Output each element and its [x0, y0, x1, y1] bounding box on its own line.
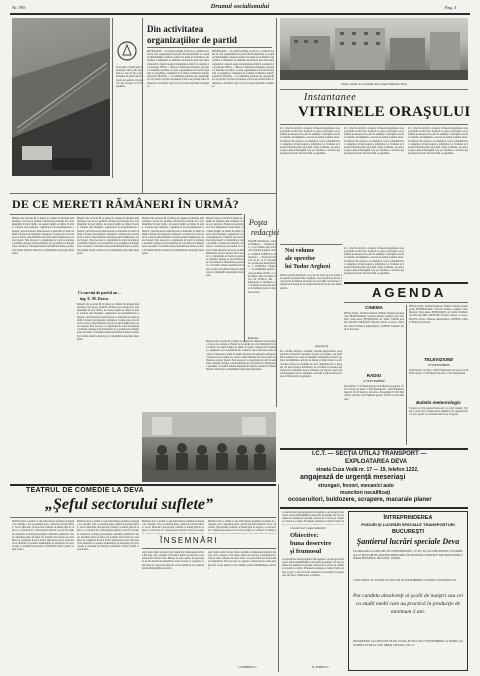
de-ce-body-col2a: Minerii din sectorul III al minei au obţinut în ultimele luni rezultate care nu pot satisface. Planul de producţie nu a fost îndeplinit în mod ritmic, iar unele brigăzi au rămas în urmă. Cauzele sunt multiple: organizarea necorespunzătoare a muncii, aprovizionarea defectuoasă cu materiale şi lemn de mină, folosirea incompletă a utilajelor. Conducerea sectorului nu a luat la timp măsurile necesare pentru înlăturarea acestor lipsuri. Este necesar ca organizaţia de bază să analizeze temeinic situaţia şi să mobilizeze pe toţi minerii la îndeplinirea sarcinilor. Totodată trebuie intensificată munca politică în rândul tinerilor muncitori şi răspândită experienţa fruntaşilor. — [77, 217, 139, 255]
noi-volume-title-1: Noi volume — [285, 248, 315, 254]
vitrinele-body-cont: Pe o stradă centrală a oraşului, vitrinele magazinelor atrag privirile trecătorilor. Aranjate cu gust şi pricepere, ele prezintă produsele noi sosite în unităţile comerţului socialist: ţesături, încălţăminte, articole de menaj şi multe altele. Lucrătorii din comerţ s-au străduit să ofere cumpărătorilor o imagine cât mai bogată a mărfurilor, iar vitrinele au devenit adevărate mici expoziţii. Seara, luminate, ele dau un aspect plăcut întregului oraş şi constituie o dovadă a grijii pentru servirea cât mai bună a populaţiei. — [344, 247, 404, 276]
train-landscape-photo — [12, 18, 110, 176]
concurs-title-2: buna deservire — [290, 540, 332, 547]
rule — [280, 244, 342, 245]
concurs-kicker: Concursul cooperativelor — [290, 526, 327, 530]
tv-date: 18 SEPTEMBRIE — [427, 363, 450, 367]
radio-body: Programul I: 7.00 Radiojurnal; 8.00 Muzică populară; 10.00 Concert de prânz; 13.00 Radiojurnal; 16.00 Emisiune literară; 18.30 Teatru la microfon. Programul II: 9.00 Melodii de estradă; 14.30 Muzică uşoară; 20.00 Concert simfonic. — [344, 385, 404, 401]
ad-body4: ÎNSCRIERILE LA CONCURS SE FAC PÂNĂ ÎN ZIUA DE 25 SEPTEMBRIE LA SEDIUL ŞANTIERULUI DEVA, STR. MIHAI VITEAZU NR. 12. — [353, 640, 463, 647]
insemnari-title: ÎNSEMNĂRI — [160, 536, 218, 545]
concurs-body: Cooperativele meşteşugăreşti din regiune s-au angajat în întrecere pentru îmbunătăţirea deservirii populaţiei. Au fost deschise noi unităţi de reparaţii, ateliere de croitorie şi cizmărie, frizerii şi coafuri. Produsele realizate se remarcă prin calitate şi gust. Cele mai bune rezultate le-au obţinut cooperativele din Deva, Hunedoara şi Orăştie. — [282, 558, 344, 577]
de-ce-body-col1: Minerii din sectorul III al minei au obţinut în ultimele luni rezultate care nu pot satisface. Planul de producţie nu a fost îndeplinit în mod ritmic, iar unele brigăzi au rămas în urmă. Cauzele sunt multiple: organizarea necorespunzătoare a muncii, aprovizionarea defectuoasă cu materiale şi lemn de mină, folosirea incompletă a utilajelor. Conducerea sectorului nu a luat la timp măsurile necesare pentru înlăturarea acestor lipsuri. Este necesar ca organizaţia de bază să analizeze temeinic situaţia şi să mobilizeze pe toţi minerii la îndeplinirea sarcinilor. Totodată trebuie intensificată munca politică în rândul tinerilor muncitori şi răspândită experienţa fruntaşilor. — [12, 217, 74, 255]
agenda-rule — [344, 282, 468, 284]
teatrul-kicker: TEATRUL DE COMEDIE LA DEVA — [26, 487, 144, 494]
vitrinele-title: VITRINELE ORAŞULUI — [298, 104, 471, 120]
concurs-byline: N. POPESCU — [312, 665, 329, 669]
ict-line7: ocoseruitori, buldozere, scrapere, macarale planer — [288, 497, 432, 503]
cinema-body-cont: DEVA: Patria: Ultimul mohican; Filmul: Femeia necunoscută. HUNEDOARA: Victoria: Printre colinele verzi; Modern: Valea mare. PETROŞANI: Al. Sahia: Ultimul tren din Gun Hill. ORĂŞTIE: Flacăra: Moara cu noroc. HAŢEG: Dacia: Pădurea spânzuraţilor. LUPENI: Cultural: Hoţii de biciclete. — [409, 305, 468, 324]
ad-rule — [280, 448, 468, 450]
posta-title-1: Poşta — [249, 218, 268, 227]
column-rule — [244, 214, 245, 342]
rule — [147, 47, 272, 48]
noi-volume-source: (Agerpres) — [315, 344, 328, 348]
posta-title-2: redacţiei — [251, 228, 280, 237]
teatrul-body-col2: Publicul deva a primit cu deosebit interes premiera teatrului de comedie, care a prezentat piesa „Şeful sectorului suflete” de Al. Mirodan. Spectacolul, realizat cu multă grijă de regizor, s-a bucurat de o interpretare unitară. Actorii au reuşit să contureze cu fineţe personajele comediei, punând în valoare situaţiile pline de umor ale textului. Decorurile şi costumele au completat în mod fericit atmosfera piesei. Spectatorii au răsplătit cu aplauze îndelungate pe interpreţi, iar spectacolul a constituit un adevărat eveniment artistic pentru oraşul nostru. — [77, 520, 139, 552]
rule — [344, 302, 468, 303]
ad-rule — [280, 507, 468, 509]
buildings-photo-caption: Noul cartier de locuinţe din oraşul Simeria-Triaj — [341, 82, 407, 86]
noi-volume-title-3: lui Tudor Arghezi — [285, 264, 331, 270]
tv-body: 18.00 Pentru cei mici; 19.00 Telejurnalul de seară; 19.30 Film artistic; 21.00 Muzică uşoară; 21.30 Telejurnalul. — [409, 369, 468, 376]
insemnari-body-col2: Am vizitat zilele trecute câteva unităţi de alimentaţie publică din oraş. Am constatat că în unele dintre ele servirea consumatorilor lasă de dorit. Mesele nu sunt curate, iar personalul nu dă dovadă de amabilitate. Este necesar ca organele comerciale să controleze mai des aceste unităţi şi să ia măsuri pentru îmbunătăţirea servirii. — [208, 551, 276, 570]
ad-body2: CONCURSUL SE VA ŢINE ÎN ZIUA DE 28 SEPTEMBRIE LA SEDIUL ŞANTIERULUI. — [353, 579, 457, 582]
ict-line2: EXPLOATAREA DEVA — [345, 459, 408, 465]
activitatea-body-col1: PETROŞANI — În cadrul şedinţei de birou s-a analizat modul în care organizaţiile de partid din întreprinderi se ocupă de îmbunătăţirea muncii politice de masă şi de întărirea disciplinei. Comuniştii au subliniat necesitatea unei mai bune organizări a muncii pentru îndeplinirea ritmică a planului de producţie. DEVA — Biroul comitetului orăşenesc de partid a dezbătut sarcinile ce revin organizaţiilor de bază în legătură cu pregătirea campaniei de toamnă şi întărirea muncii educative. HAŢEG — La adunările generale ale organizaţiilor de partid s-au făcut propuneri valoroase privind buna desfăşurare a lucrărilor agricole şi folosirea raţională a utilajelor. — [147, 50, 209, 88]
ict-line6: muncitori necalificaţi — [340, 490, 391, 496]
activitatea-title-2: organizaţiilor de partid — [147, 35, 237, 45]
cinema-body: DEVA: Patria: Ultimul mohican; Filmul: Femeia necunoscută. HUNEDOARA: Victoria: Printre colinele verzi; Modern: Valea mare. PETROŞANI: Al. Sahia: Ultimul tren din Gun Hill. ORĂŞTIE: Flacăra: Moara cu noroc. HAŢEG: Dacia: Pădurea spânzuraţilor. LUPENI: Cultural: Hoţii de biciclete. — [344, 312, 404, 331]
page-number: Pag. 3 — [445, 5, 457, 10]
column-rule — [278, 484, 279, 672]
rule — [142, 548, 276, 549]
column-rule — [112, 18, 113, 178]
concurs-title-3: şi frumosul — [290, 548, 322, 555]
sidebar-note-text: În această coloană sunt prezentate câteva din sarcinile ce stau în faţa organizaţiilor de partid în perioada de toamnă şi modul în care acestea vor fi îndeplinite. — [116, 66, 142, 88]
rule — [280, 89, 468, 90]
ad-head1: ÎNTREPRINDEREA — [383, 515, 433, 521]
de-ce-body-col3: Minerii din sectorul III al minei au obţinut în ultimele luni rezultate care nu pot satisface. Planul de producţie nu a fost îndeplinit în mod ritmic, iar unele brigăzi au rămas în urmă. Cauzele sunt multiple: organizarea necorespunzătoare a muncii, aprovizionarea defectuoasă cu materiale şi lemn de mină, folosirea incompletă a utilajelor. Conducerea sectorului nu a luat la timp măsurile necesare pentru înlăturarea acestor lipsuri. Este necesar ca organizaţia de bază să analizeze temeinic situaţia şi să mobilizeze pe toţi minerii la îndeplinirea sarcinilor. Totodată trebuie intensificată munca politică în rândul tinerilor muncitori şi răspândită experienţa fruntaşilor. — [142, 217, 204, 255]
weather-body: Vremea va fi în general frumoasă, cu cerul variabil. Vântul va sufla slab. Temperatura minimă va fi cuprinsă între 5 şi 15 grade, iar maxima între 18 şi 28 grade. — [409, 407, 468, 417]
de-ce-subhead: Ce sarcini de partid au ... — [78, 290, 122, 295]
noi-volume-title-2: ale operelor — [285, 256, 316, 262]
new-buildings-photo — [280, 18, 468, 80]
noi-volume-body: Editura pentru literatură a scos de sub tipar un nou volum din operele poetului Tudor Arghezi, care cuprinde poezii şi proză scrise în diferite perioade ale activităţii sale literare. Volumul este însoţit de un studiu introductiv şi de note bibliografice. — [280, 274, 342, 290]
rule — [10, 214, 242, 215]
rule — [280, 124, 468, 125]
ad-head3: BUCUREŞTI — [391, 529, 425, 535]
masthead-rule — [10, 13, 470, 15]
posta-body: NAGHI ROZALIA, comuna Brănişca — Sesizarea dv. a fost trimisă spre rezolvare sfatului popular raional. VASILE POPESCU, Hunedoara — Problema ridicată de dv. va fi cercetată de conducerea întreprinderii. I. CIONTEA, Orăştie — Vă mulţumim pentru corespondenţa trimisă; o vom publica într-un număr viitor. M. STOICA, Ilia — Răspunsul la întrebarea dv. îl găsiţi în articolul apărut în numărul trecut al ziarului nostru. — [248, 240, 276, 294]
vitrinele-kicker: Instantanee — [304, 92, 357, 103]
posta-signoff: Redacţia — [248, 336, 259, 340]
party-emblem-icon — [116, 40, 138, 62]
teatrul-body-col1: Publicul deva a primit cu deosebit interes premiera teatrului de comedie, care a prezentat piesa „Şeful sectorului suflete” de Al. Mirodan. Spectacolul, realizat cu multă grijă de regizor, s-a bucurat de o interpretare unitară. Actorii au reuşit să contureze cu fineţe personajele comediei, punând în valoare situaţiile pline de umor ale textului. Decorurile şi costumele au completat în mod fericit atmosfera piesei. Spectatorii au răsplătit cu aplauze îndelungate pe interpreţi, iar spectacolul a constituit un adevărat eveniment artistic pentru oraşul nostru. — [12, 520, 74, 552]
rule — [10, 484, 276, 486]
concurs-title-1: Obiective: — [290, 532, 319, 539]
rule — [10, 517, 276, 518]
cinema-head: CINEMA — [365, 305, 383, 310]
insemnari-byline: I. DOBRESCU — [238, 665, 257, 669]
issue-number: Nr. 595 — [12, 5, 26, 10]
noi-volume-body-cont: Pe o stradă centrală a oraşului, vitrinele magazinelor atrag privirile trecătorilor. Aranjate cu gust şi pricepere, ele prezintă produsele noi sosite în unităţile comerţului socialist: ţesături, încălţăminte, articole de menaj şi multe altele. Lucrătorii din comerţ s-au străduit să ofere cumpărătorilor o imagine cât mai bogată a mărfurilor, iar vitrinele au devenit adevărate mici expoziţii. Seara, luminate, ele dau un aspect plăcut întregului oraş şi constituie o dovadă a grijii pentru servirea cât mai bună a populaţiei. — [280, 350, 342, 379]
teatrul-body-col4: Publicul deva a primit cu deosebit interes premiera teatrului de comedie, care a prezentat piesa „Şeful sectorului suflete” de Al. Mirodan. Spectacolul, realizat cu multă grijă de regizor, s-a bucurat de o interpretare unitară. Actorii au reuşit să contureze cu fineţe p — [208, 520, 276, 533]
ad-title: Şantierul lucrări speciale Deva — [356, 537, 460, 546]
de-ce-body-col5: Minerii din sectorul III al minei au obţinut în ultimele luni rezultate care nu pot satisface. Planul de producţie nu a fost îndeplinit în mod ritmic, iar unele brigăzi au rămas în urmă. Cauzele sunt multiple: organizarea necorespunzătoare a muncii, aprovizionarea defectuoasă cu materiale şi lemn de mină, folosirea incompletă a utilajelor. Conducerea sectorului nu a luat la timp măsurile necesare pentru înlăturarea acestor lipsuri. Este necesar ca organizaţia de bază să analizeze temeinic situaţia şi să mobilizeze pe toţi minerii la îndeplinirea sarcinilor. Totodată trebuie intensificată munca politică în rândul tinerilor muncitori şi răspândită experienţa fruntaşilor. — [206, 340, 276, 372]
newspaper-title: Drumul socialismului — [210, 3, 270, 10]
teatrul-body-col3: Publicul deva a primit cu deosebit interes premiera teatrului de comedie, care a prezentat piesa „Şeful sectorului suflete” de Al. Mirodan. Spectacolul, realizat cu multă grijă de regizor, s-a bucurat de o interpretare unitară. Actorii au reuşit — [142, 520, 204, 533]
column-rule — [406, 305, 407, 445]
de-ce-byline: ing. E. M. Dorca — [80, 296, 109, 301]
vitrinele-body-col3: Pe o stradă centrală a oraşului, vitrinele magazinelor atrag privirile trecătorilor. Aranjate cu gust şi pricepere, ele prezintă produsele noi sosite în unităţile comerţului socialist: ţesături, încălţăminte, articole de menaj şi multe altele. Lucrătorii din comerţ s-au străduit să ofere cumpărătorilor o imagine cât mai bogată a mărfurilor, iar vitrinele au devenit adevărate mici expoziţii. Seara, luminate, ele dau un aspect plăcut întregului oraş şi constituie o dovadă a grijii pentru servirea cât mai bună a populaţiei. — [408, 127, 468, 156]
vitrinele-body-col1: Pe o stradă centrală a oraşului, vitrinele magazinelor atrag privirile trecătorilor. Aranjate cu gust şi pricepere, ele prezintă produsele noi sosite în unităţile comerţului socialist: ţesături, încălţăminte, articole de menaj şi multe altele. Lucrătorii din comerţ s-au străduit să ofere cumpărătorilor o imagine cât mai bogată a mărfurilor, iar vitrinele au devenit adevărate mici expoziţii. Seara, luminate, ele dau un aspect plăcut întregului oraş şi constituie o dovadă a grijii pentru servirea cât mai bună a populaţiei. — [280, 127, 340, 156]
de-ce-body-col2b: Minerii din sectorul III al minei au obţinut în ultimele luni rezultate care nu pot satisface. Planul de producţie nu a fost îndeplinit în mod ritmic, iar unele brigăzi au rămas în urmă. Cauzele sunt multiple: organizarea necorespunzătoare a muncii, aprovizionarea defectuoasă cu materiale şi lemn de mină, folosirea incompletă a utilajelor. Conducerea sectorului nu a luat la timp măsurile necesare pentru înlăturarea acestor lipsuri. Este necesar ca organizaţia de bază să analizeze temeinic situaţia şi să mobilizeze pe toţi minerii la îndeplinirea sarcinilor. Totodată trebuie intensificată munca politică în rândul tinerilor muncitori şi răspândită experienţa fruntaşilor. — [77, 303, 139, 341]
radio-date: 18 SEPTEMBRIE — [362, 379, 386, 383]
meeting-photo — [142, 412, 276, 482]
rule — [10, 193, 276, 194]
weather-head: Buletin meteorologic — [416, 400, 461, 405]
de-ce-title: DE CE MERETI RĂMÂNERI ÎN URMĂ? — [12, 197, 240, 211]
teatrul-title: „Şeful sectorului suflete” — [45, 496, 214, 513]
de-ce-body-col4: Minerii din sectorul III al minei au obţinut în ultimele luni rezultate care nu pot satisface. Planul de producţie nu a fost îndeplinit în mod ritmic, iar unele brigăzi au rămas în urmă. Cauzele sunt multiple: organizarea necorespunzătoare a muncii, aprovizionarea defectuoasă cu materiale şi lemn de mină, folosirea incompletă a utilajelor. Conducerea sectorului nu a luat la timp măsurile necesare pentru înlăturarea acestor lipsuri. Este necesar ca organizaţia de bază să analizeze temeinic situaţia şi să mobilizeze pe toţi minerii la îndeplinirea sarcinilor. Totodată trebuie intensificată munca politică în rândul tinerilor muncitori şi răspândită experienţa fruntaşilor. — [206, 217, 244, 277]
activitatea-title-1: Din activitatea — [147, 24, 204, 34]
ict-line5: strungari, frezori, mecanici auto — [318, 483, 394, 489]
insemnari-body-col1: Am vizitat zilele trecute câteva unităţi de alimentaţie publică din oraş. Am constatat că în unele dintre ele servirea consumatorilor lasă de dorit. Mesele nu sunt curate, iar personalul nu dă dovadă de amabilitate. Este necesar ca organele comerciale să controleze mai des aceste unităţi şi să ia măsuri pentru îmbunătăţirea servirii. — [142, 551, 204, 570]
agenda-title: AGENDA — [372, 285, 447, 300]
tv-head: TELEVIZIUNE — [423, 357, 454, 362]
activitatea-body-col2: PETROŞANI — În cadrul şedinţei de birou s-a analizat modul în care organizaţiile de partid din întreprinderi se ocupă de îmbunătăţirea muncii politice de masă şi de întărirea disciplinei. Comuniştii au subliniat necesitatea unei mai bune organizări a muncii pentru îndeplinirea ritmică a planului de producţie. DEVA — Biroul comitetului orăşenesc de partid a dezbătut sarcinile ce revin organizaţiilor de bază în legătură cu pregătirea campaniei de toamnă şi întărirea muncii educative. HAŢEG — La adunările generale ale organizaţiilor de partid s-au făcut propuneri valoroase privind buna desfăşurare a lucrărilor agricole şi folosirea raţională a utilajelor. — [212, 50, 274, 88]
ict-line3: strada Cuza Vodă nr. 17 — 19, telefon 1222, — [316, 467, 419, 473]
ict-line4: angajează de urgenţă meseriaşi — [300, 474, 406, 481]
ict-line1: I.C.T. — SECŢIA UTILAJ TRANSPORT — — [312, 451, 427, 457]
radio-head: RADIO — [366, 373, 382, 378]
ad-body3: Pot candida absolvenţi ai şcolii de maiştri sau cei cu studii medii care au practică în producţie de minimum 3 ani. — [353, 593, 463, 615]
column-rule — [276, 127, 277, 407]
vitrinele-body-col2: Pe o stradă centrală a oraşului, vitrinele magazinelor atrag privirile trecătorilor. Aranjate cu gust şi pricepere, ele prezintă produsele noi sosite în unităţile comerţului socialist: ţesături, încălţăminte, articole de menaj şi multe altele. Lucrătorii din comerţ s-au străduit să ofere cumpărătorilor o imagine cât mai bogată a mărfurilor, iar vitrinele au devenit adevărate mici expoziţii. Seara, luminate, ele dau un aspect plăcut întregului oraş şi constituie o dovadă a grijii pentru servirea cât mai bună a populaţiei. — [344, 127, 404, 156]
ad-body1: VA ORGANIZA CONCURS ÎN CONFORMITATE CU H.C.M. 914/1968 PENTRU OCUPAREA A 10 POSTURI DE MAIŞTRI PRINCIPALI ÎN MESERIA CONSTRUCTOR MONTATOR, FIERAR BETONIST, MECANIC, ŞOFER. — [353, 550, 463, 561]
column-rule — [142, 18, 143, 193]
ad-head2: PODURI ŞI LUCRĂRI SPECIALE TRANSPORTURI — [361, 522, 455, 527]
concurs-intro: Cooperativele meşteşugăreşti din regiune s-au angajat în întrecere pentru îmbunătăţirea deservirii populaţiei. Au fost deschise noi unităţi de reparaţii, ateliere de croitorie şi cizmărie, frizerii şi coafuri. Produsele realizate se remarcă prin cal — [282, 511, 344, 524]
